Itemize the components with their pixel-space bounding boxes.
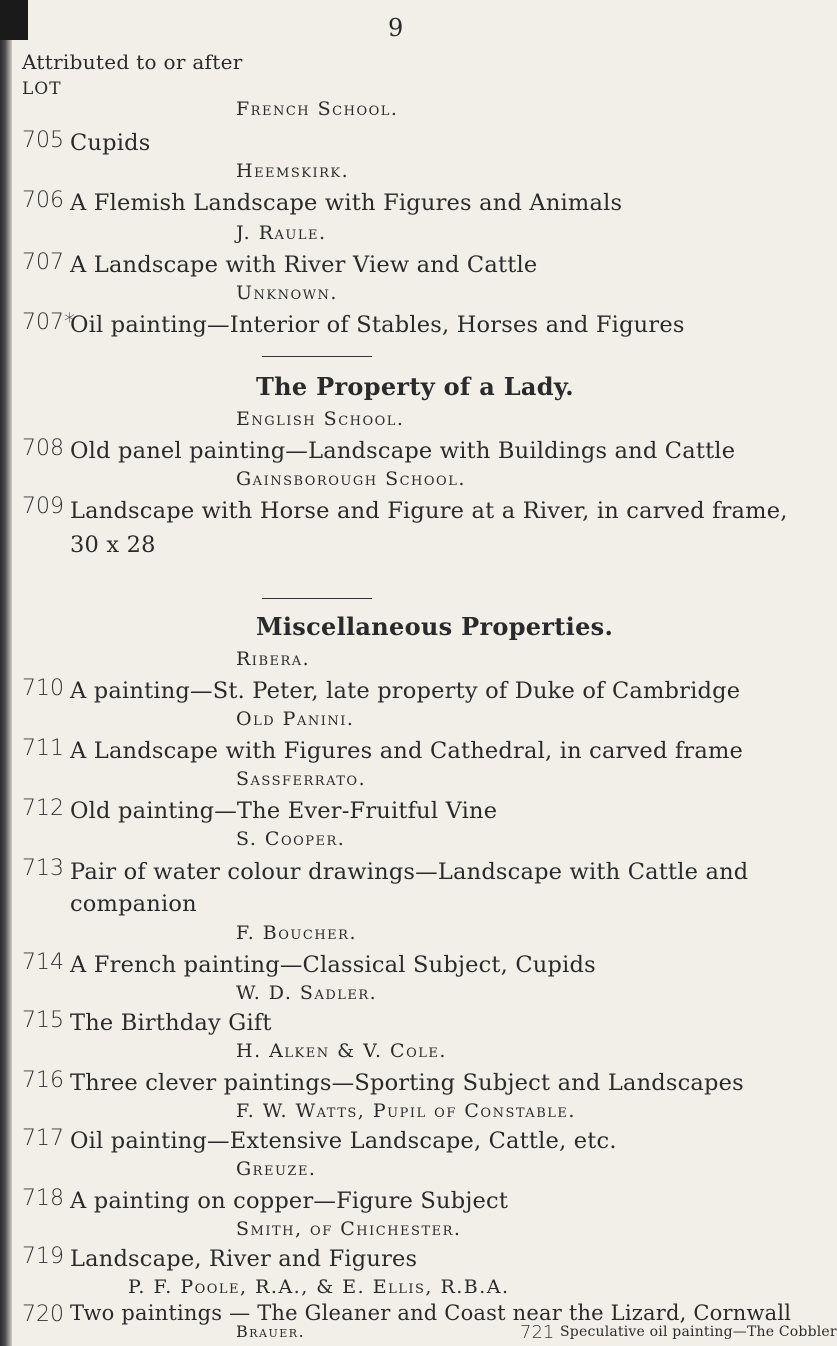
lot-number: 712 (22, 796, 64, 821)
lot-number: 716 (22, 1068, 64, 1093)
artist-name: English School. (236, 408, 405, 430)
lot-title: Old painting—The Ever-Fruitful Vine (70, 798, 498, 824)
artist-name: Heemskirk. (236, 160, 350, 182)
artist-name: J. Raule. (236, 222, 327, 244)
lot-number: 719 (22, 1244, 64, 1269)
lot-title: Pair of water colour drawings—Landscape with Cattle and companion (70, 859, 749, 917)
lot-title: A Landscape with Figures and Cathedral, in carved frame (70, 738, 744, 764)
lot-title: A French painting—Classical Subject, Cupids (70, 952, 596, 978)
lot-title: Cupids (70, 130, 151, 156)
lot-number: 713 (22, 856, 64, 881)
artist-name: P. F. Poole, R.A., & E. Ellis, R.B.A. (128, 1276, 510, 1298)
lot-number: 718 (22, 1186, 64, 1211)
lot-title: A painting on copper—Figure Subject (70, 1188, 509, 1214)
lot-number: 708 (22, 436, 64, 461)
section-heading: The Property of a Lady. (256, 372, 574, 401)
lot-number: 715 (22, 1008, 64, 1033)
artist-name: F. W. Watts, Pupil of Constable. (236, 1100, 576, 1122)
attribution-header: Attributed to or after (22, 50, 243, 74)
lot-number: 709 (22, 494, 64, 519)
page-number: 9 (388, 14, 404, 42)
artist-name: S. Cooper. (236, 828, 346, 850)
artist-name: H. Alken & V. Cole. (236, 1040, 447, 1062)
artist-name: Gainsborough School. (236, 468, 466, 490)
lot-title: Old panel painting—Landscape with Buildings and Cattle (70, 438, 736, 464)
lot-title: A Landscape with River View and Cattle (70, 252, 538, 278)
lot-title: Oil painting—Interior of Stables, Horses and Figures (70, 312, 685, 338)
lot-number: 710 (22, 676, 64, 701)
artist-name: Sassferrato. (236, 768, 367, 790)
lot-number: 721 (520, 1322, 555, 1343)
lot-number: 706 (22, 188, 64, 213)
lot-number: 720 (22, 1302, 64, 1327)
lot-number: 714 (22, 950, 64, 975)
lot-title: Landscape, River and Figures (70, 1246, 418, 1272)
artist-name: W. D. Sadler. (236, 982, 378, 1004)
lot-title: Oil painting—Extensive Landscape, Cattle, etc. (70, 1128, 617, 1154)
lot-number: 705 (22, 128, 64, 153)
section-divider (262, 598, 372, 599)
artist-name: Unknown. (236, 282, 338, 304)
book-spine (0, 0, 12, 1346)
artist-name: Smith, of Chichester. (236, 1218, 462, 1240)
artist-name: Old Panini. (236, 708, 355, 730)
lot-title: Two paintings — The Gleaner and Coast near the Lizard, Cornwall (70, 1301, 792, 1325)
lot-column-header: LOT (22, 79, 62, 99)
book-corner (0, 0, 28, 40)
lot-title: Landscape with Horse and Figure at a River, in carved frame, 30 x 28 (70, 498, 788, 558)
lot-title: Three clever paintings—Sporting Subject and Landscapes (70, 1070, 744, 1096)
artist-name: Greuze. (236, 1158, 317, 1180)
artist-name: French School. (236, 98, 399, 120)
section-divider (262, 356, 372, 357)
lot-number: 711 (22, 736, 64, 761)
section-heading: Miscellaneous Properties. (256, 612, 614, 641)
lot-title: Speculative oil painting—The Cobbler (560, 1324, 837, 1340)
lot-title: A painting—St. Peter, late property of Duke of Cambridge (70, 678, 741, 704)
lot-number: 717 (22, 1126, 64, 1151)
artist-name: Ribera. (236, 648, 311, 670)
lot-number: 707 (22, 250, 64, 275)
lot-title: The Birthday Gift (70, 1010, 272, 1036)
lot-number: 707* (22, 310, 75, 335)
artist-name: Brauer. (236, 1322, 306, 1341)
lot-title: A Flemish Landscape with Figures and Animals (70, 190, 623, 216)
artist-name: F. Boucher. (236, 922, 357, 944)
